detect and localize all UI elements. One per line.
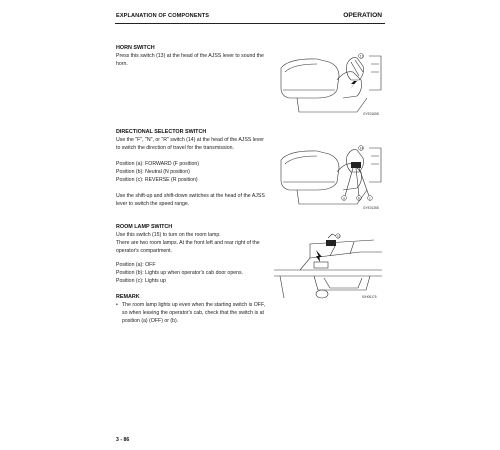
text-line: horn. bbox=[116, 61, 128, 68]
room-lamp-illustration bbox=[270, 232, 386, 302]
directional-note-text bbox=[116, 192, 272, 208]
page-number: 3 - 86 bbox=[116, 437, 130, 443]
header-divider bbox=[115, 23, 385, 24]
text-line: position (a) (OFF) or (b). bbox=[122, 318, 179, 325]
text-line: Press this switch (13) at the head of the AJSS lever to sound the bbox=[116, 53, 264, 59]
mark-a: a bbox=[343, 196, 345, 201]
remark-heading: REMARK bbox=[116, 294, 140, 300]
horn-switch-heading: HORN SWITCH bbox=[116, 45, 155, 51]
text-line: Use the shift-up and shift-down switches at the head of the AJSS bbox=[116, 193, 265, 199]
bullet-icon: • bbox=[116, 302, 118, 308]
horn-switch-illustration bbox=[277, 50, 385, 118]
text-line: Use the "F", "N", or "R" switch (14) at the head of the AJSS lever bbox=[116, 137, 265, 143]
directional-intro-text bbox=[116, 136, 272, 152]
text-line: to switch the direction of travel for the transmission. bbox=[116, 145, 234, 152]
svg-text:13: 13 bbox=[359, 54, 364, 59]
text-line: operator's compartment. bbox=[116, 248, 173, 255]
text-line: The room lamp lights up even when the starting switch is OFF, bbox=[122, 302, 266, 308]
svg-text:14: 14 bbox=[359, 146, 364, 151]
position-item: Position (a): FORWARD (F position) bbox=[116, 161, 200, 167]
position-item: Position (a): OFF bbox=[116, 262, 156, 268]
arrow-icon bbox=[316, 250, 322, 262]
text-line: There are two room lamps. At the front left and rear right of the bbox=[116, 240, 260, 247]
mark-c: c bbox=[369, 196, 371, 201]
ajss-lever-switch-drawing bbox=[277, 140, 385, 212]
position-item: Position (c): Lights up bbox=[116, 278, 166, 285]
directional-switch-heading: DIRECTIONAL SELECTOR SWITCH bbox=[116, 129, 207, 135]
room-lamp-intro-text bbox=[116, 231, 272, 256]
remark-text bbox=[116, 301, 286, 326]
arrow-icon bbox=[349, 76, 359, 90]
directional-switch-illustration bbox=[277, 140, 385, 212]
cab-ceiling-drawing bbox=[270, 232, 386, 302]
room-lamp-heading: ROOM LAMP SWITCH bbox=[116, 224, 173, 230]
remark-bullet-item bbox=[116, 301, 286, 326]
svg-text:15: 15 bbox=[337, 234, 341, 239]
section-title: EXPLANATION OF COMPONENTS bbox=[116, 13, 210, 19]
position-item: Position (b): Neutral (N position) bbox=[116, 169, 190, 176]
position-item: Position (c): REVERSE (R position) bbox=[116, 177, 198, 184]
text-line: so when leaving the operator's cab, check that the switch is at bbox=[122, 310, 264, 317]
figure-code: GYE01358 bbox=[363, 206, 379, 210]
ajss-lever-drawing bbox=[277, 50, 385, 118]
mark-b: b bbox=[358, 196, 360, 201]
text-line: Use this switch (15) to turn on the room lamp. bbox=[116, 232, 221, 238]
chapter-title: OPERATION bbox=[343, 12, 382, 19]
text-line: lever to switch the speed range. bbox=[116, 201, 190, 208]
room-lamp-positions-list bbox=[116, 261, 272, 286]
horn-switch-text bbox=[116, 52, 272, 68]
directional-positions-list bbox=[116, 160, 272, 185]
position-item: Position (b): Lights up when operator's cab door opens. bbox=[116, 270, 244, 277]
figure-code: 9JH06175 bbox=[362, 295, 377, 299]
figure-code: GYE01658 bbox=[363, 112, 379, 116]
